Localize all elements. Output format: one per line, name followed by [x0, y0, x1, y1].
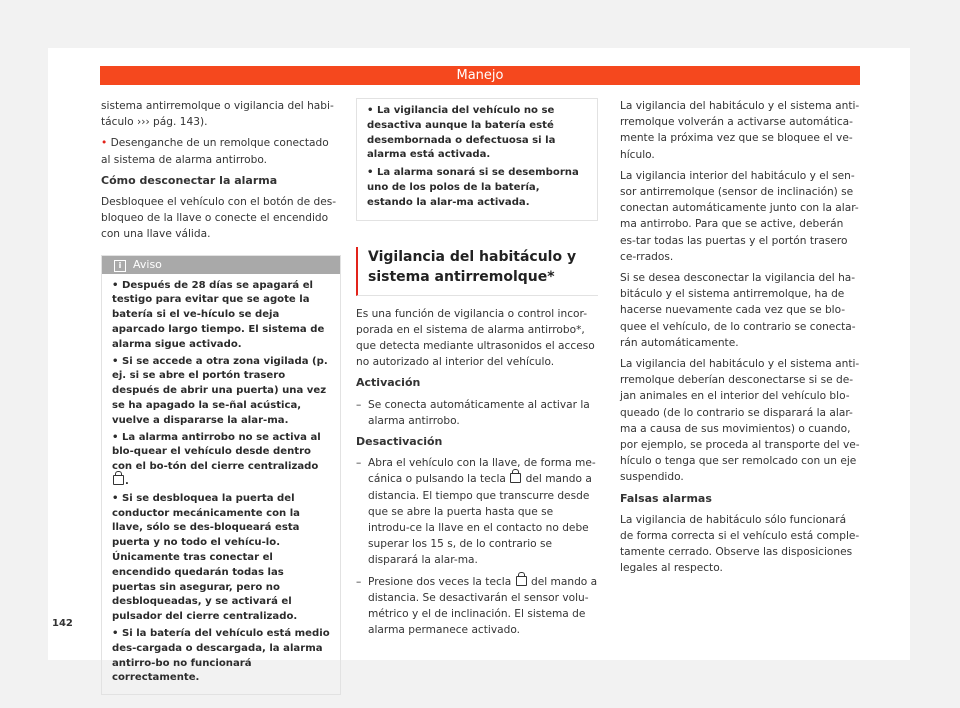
chapter-header: Manejo	[100, 66, 860, 85]
aviso-item: • La vigilancia del vehículo no se desactiva aunque la batería esté desembornada o defectuosa si la alarma está activada.	[367, 105, 556, 161]
aviso-item: • La alarma sonará si se desemborna uno de los polos de la batería, estando la alar-ma activada.	[367, 167, 579, 208]
paragraph: Desbloquee el vehículo con el botón de des-bloqueo de la llave o conecte el encendido con una llave válida.	[101, 196, 337, 241]
paragraph: La vigilancia del habitáculo y el sistema anti-rremolque deberían desconectarse si se de-jan animales en el interior del vehículo blo-queado (de lo contrario se disparará la alar-ma a causa de sus movimientos) o cuando, por ejemplo, se proceda al transporte del ve-hículo o tenga que ser remolcado con un eje suspendido.	[620, 358, 860, 484]
subheading: Falsas alarmas	[620, 491, 712, 505]
dash-item: – Abra el vehículo con la llave, de forma me-cánica o pulsando la tecla del mando a distancia. El tiempo que transcurre desde que se abre la puerta hasta que se introdu-ce la llave en el contacto no debe superar los 15 s, de lo contrario se disparará la alar-ma.	[356, 457, 596, 567]
paragraph: La vigilancia del habitáculo y el sistema anti-rremolque volverán a activarse automática-mente la próxima vez que se bloquee el ve-hículo.	[620, 100, 860, 161]
info-icon: i	[114, 260, 126, 272]
section-title: Vigilancia del habitáculo y sistema antirremolque*	[356, 247, 598, 296]
aviso-header: i Aviso	[102, 256, 340, 274]
aviso-item: • Si se desbloquea la puerta del conductor mecánicamente con la llave, sólo se des-bloqueará esta puerta y no todo el vehícu-lo. Únicamente tras conectar el encendido quedarán todas las puertas sin asegurar, pero no desbloqueadas, y se activará el pulsador del cierre centralizado.	[112, 492, 300, 623]
unlock-icon	[516, 576, 527, 586]
lock-icon	[113, 475, 124, 485]
column-middle	[356, 98, 598, 643]
paragraph: La vigilancia interior del habitáculo y el sen-sor antirremolque (sensor de inclinación) se conectan automáticamente junto con la alar-ma antirrobo. Para que se active, deberán es-tar todas las puertas y el portón trasero ce-rrados.	[620, 169, 859, 263]
paragraph: Es una función de vigilancia o control incor-porada en el sistema de alarma antirrobo*, que detecta mediante ultrasonidos el acceso no autorizado al interior del vehículo.	[356, 307, 595, 369]
aviso-box	[101, 255, 341, 696]
subheading: Desactivación	[356, 435, 443, 448]
aviso-item: • La alarma antirrobo no se activa al blo-quear el vehículo desde dentro con el bo-tón del cierre centralizado .	[112, 431, 321, 487]
paragraph: sistema antirremolque o vigilancia del habi- táculo ››› pág. 143).	[101, 100, 334, 129]
subheading: Activación	[356, 376, 421, 390]
paragraph: Si se desea desconectar la vigilancia del ha-bitáculo y el sistema antirremolque, ha de hacerse nuevamente cada vez que se blo-quee el vehículo, de lo contrario se conecta-rán automáticamente.	[620, 272, 856, 349]
column-right	[620, 98, 862, 582]
aviso-box-continued	[356, 98, 598, 221]
dash-item: – Presione dos veces la tecla del mando a distancia. Se desactivarán el sensor volu-métrico y el de inclinación. El sistema de alarma permanece activado.	[356, 575, 598, 637]
bullet-icon: •	[101, 137, 108, 150]
page-number: 142	[52, 618, 73, 629]
dash-item: – Se conecta automáticamente al activar la alarma antirrobo.	[356, 398, 590, 427]
aviso-body	[102, 274, 340, 695]
subheading: Cómo desconectar la alarma	[101, 173, 278, 187]
bullet-item: • Desenganche de un remolque conectado al sistema de alarma antirrobo.	[101, 137, 329, 166]
aviso-item: • Después de 28 días se apagará el testigo para evitar que se agote la batería si el ve-hículo se deja aparcado largo tiempo. El sistema de alarma sigue activado.	[112, 279, 325, 350]
aviso-item: • Si se accede a otra zona vigilada (p. ej. si se abre el portón trasero después de abrir una puerta) una vez se ha apagado la se-ñal acústica, vuelve a dispararse la alar-ma.	[112, 355, 328, 426]
column-left	[101, 98, 341, 695]
aviso-item: • Si la batería del vehículo está medio des-cargada o descargada, la alarma antirro-bo no funcionará correctamente.	[112, 627, 330, 684]
paragraph: La vigilancia de habitáculo sólo funcionará de forma correcta si el vehículo está comple-tamente cerrado. Observe las disposiciones legales al respecto.	[620, 513, 860, 575]
unlock-icon	[510, 473, 521, 483]
